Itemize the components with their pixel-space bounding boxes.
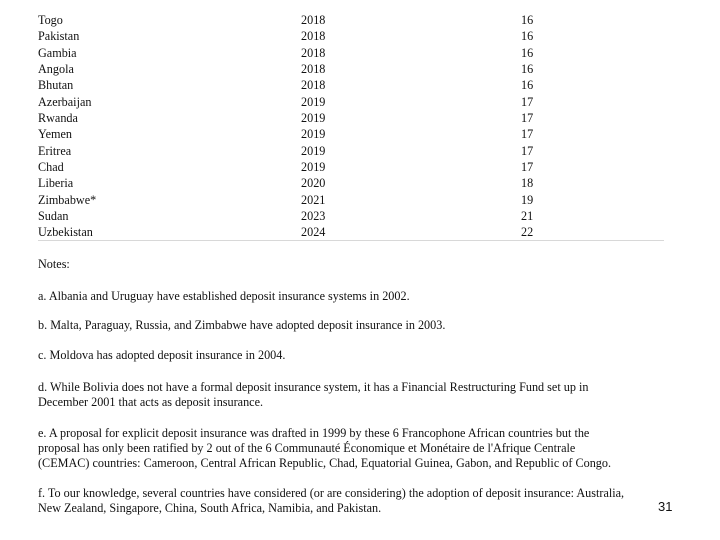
table-row	[38, 12, 664, 28]
year-cell: 2019	[301, 143, 326, 158]
year-cell: 2023	[301, 209, 326, 224]
rank-cell: 16	[521, 45, 534, 60]
rank-cell: 22	[521, 225, 534, 240]
year-cell: 2021	[301, 192, 326, 207]
note-f	[38, 486, 698, 516]
rank-cell: 17	[521, 143, 534, 158]
note-d	[38, 380, 698, 410]
year-cell: 2018	[301, 13, 326, 27]
note-b	[38, 318, 698, 333]
table-row	[38, 126, 664, 142]
rank-cell: 21	[521, 209, 534, 224]
country-cell: Liberia	[38, 176, 74, 191]
rank-cell: 17	[521, 160, 534, 175]
rank-cell: 17	[521, 94, 534, 109]
note-c-line: c. Moldova has adopted deposit insurance in 2004.	[38, 348, 286, 362]
year-cell: 2020	[301, 176, 326, 191]
country-cell: Chad	[38, 160, 64, 175]
deposit-insurance-table	[38, 12, 664, 241]
year-cell: 2018	[301, 45, 326, 60]
country-cell: Eritrea	[38, 143, 72, 158]
table-row	[38, 110, 664, 126]
table-row	[38, 175, 664, 191]
country-cell: Bhutan	[38, 78, 74, 93]
country-cell: Zimbabwe*	[38, 192, 97, 207]
table-row	[38, 159, 664, 175]
rank-cell: 16	[521, 29, 534, 44]
note-c	[38, 348, 698, 363]
note-d-line-1: d. While Bolivia does not have a formal deposit insurance system, it has a Financial Restructuring Fund set up in	[38, 380, 589, 394]
notes-heading: Notes:	[38, 257, 70, 271]
rank-cell: 17	[521, 127, 534, 142]
rank-cell: 16	[521, 78, 534, 93]
table-row	[38, 94, 664, 110]
rank-cell: 16	[521, 13, 534, 27]
year-cell: 2024	[301, 225, 326, 240]
table-row	[38, 28, 664, 44]
rank-cell: 19	[521, 192, 534, 207]
table-body	[38, 12, 664, 241]
note-e-line-1: e. A proposal for explicit deposit insurance was drafted in 1999 by these 6 Francophone African countries but the	[38, 426, 590, 440]
note-e-line-2: proposal has only been ratified by 2 out of the 6 Communauté Économique et Monétaire de l'Afrique Centrale	[38, 441, 576, 455]
note-f-line-1: f. To our knowledge, several countries have considered (or are considering) the adoption of deposit insurance: Australia,	[38, 486, 625, 500]
table-row	[38, 208, 664, 224]
year-cell: 2019	[301, 127, 326, 142]
table-row	[38, 61, 664, 77]
note-a	[38, 289, 698, 304]
year-cell: 2019	[301, 94, 326, 109]
note-d-line-2: December 2001 that acts as deposit insurance.	[38, 395, 264, 409]
rank-cell: 18	[521, 176, 534, 191]
year-cell: 2019	[301, 160, 326, 175]
note-b-line: b. Malta, Paraguay, Russia, and Zimbabwe have adopted deposit insurance in 2003.	[38, 318, 446, 332]
country-cell: Pakistan	[38, 29, 80, 44]
table-bottom-rule	[38, 240, 664, 241]
table-row	[38, 45, 664, 61]
country-cell: Uzbekistan	[38, 225, 93, 240]
year-cell: 2019	[301, 111, 326, 126]
year-cell: 2018	[301, 78, 326, 93]
rank-cell: 16	[521, 62, 534, 77]
rank-cell: 17	[521, 111, 534, 126]
country-cell: Sudan	[38, 209, 69, 224]
country-cell: Angola	[38, 62, 74, 77]
country-cell: Gambia	[38, 45, 77, 60]
year-cell: 2018	[301, 62, 326, 77]
note-a-line: a. Albania and Uruguay have established deposit insurance systems in 2002.	[38, 289, 410, 303]
table-row	[38, 143, 664, 159]
page-number: 31	[658, 499, 673, 514]
table-row	[38, 77, 664, 93]
note-e-line-3: (CEMAC) countries: Cameroon, Central African Republic, Chad, Equatorial Guinea, Gabon, and Republic of Congo.	[38, 456, 612, 470]
note-e	[38, 426, 698, 471]
country-cell: Togo	[38, 13, 63, 27]
country-cell: Yemen	[38, 127, 72, 142]
year-cell: 2018	[301, 29, 326, 44]
table-row	[38, 224, 664, 240]
note-f-line-2: New Zealand, Singapore, China, South Africa, Namibia, and Pakistan.	[38, 501, 382, 515]
country-cell: Rwanda	[38, 111, 78, 126]
country-cell: Azerbaijan	[38, 94, 92, 109]
table-row	[38, 192, 664, 208]
